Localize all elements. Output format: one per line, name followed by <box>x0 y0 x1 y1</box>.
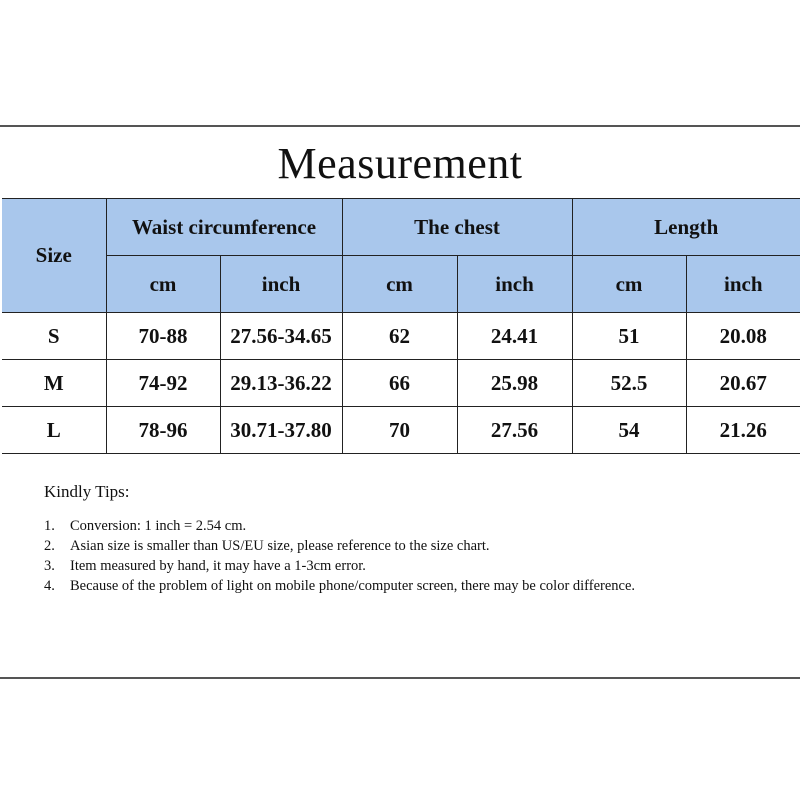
tip-text: Item measured by hand, it may have a 1-3cm error. <box>70 558 366 574</box>
table-cell: 54 <box>572 407 686 454</box>
table-cell: 78-96 <box>106 407 220 454</box>
table-cell: 27.56-34.65 <box>220 313 342 360</box>
size-cell: S <box>2 313 106 360</box>
table-cell: 70-88 <box>106 313 220 360</box>
table-cell: 21.26 <box>686 407 800 454</box>
tips-list <box>44 516 744 596</box>
group-header-length: Length <box>572 199 800 256</box>
unit-header: inch <box>220 256 342 313</box>
table-row <box>2 313 800 360</box>
unit-header: cm <box>106 256 220 313</box>
group-header-waist: Waist circumference <box>106 199 342 256</box>
tips-title: Kindly Tips: <box>44 482 130 501</box>
unit-header: inch <box>686 256 800 313</box>
table-cell: 29.13-36.22 <box>220 360 342 407</box>
table-cell: 24.41 <box>457 313 572 360</box>
list-item <box>44 576 744 596</box>
size-cell: L <box>2 407 106 454</box>
tip-text: Because of the problem of light on mobile phone/computer screen, there may be color difference. <box>70 578 636 594</box>
tip-number: 1. <box>44 518 55 534</box>
header-row-groups <box>2 199 800 256</box>
table-cell: 52.5 <box>572 360 686 407</box>
size-table <box>2 198 800 454</box>
list-item <box>44 516 744 536</box>
group-header-chest: The chest <box>342 199 572 256</box>
list-item <box>44 556 744 576</box>
unit-header: inch <box>457 256 572 313</box>
table-cell: 27.56 <box>457 407 572 454</box>
tip-text: Asian size is smaller than US/EU size, please reference to the size chart. <box>70 538 490 554</box>
unit-header: cm <box>572 256 686 313</box>
tips-section <box>44 482 744 596</box>
size-cell: M <box>2 360 106 407</box>
table-row <box>2 407 800 454</box>
list-item <box>44 536 744 556</box>
page-title: Measurement <box>277 139 523 188</box>
table-cell: 62 <box>342 313 457 360</box>
table-cell: 74-92 <box>106 360 220 407</box>
table-row <box>2 360 800 407</box>
header-row-units <box>2 256 800 313</box>
tip-number: 4. <box>44 578 55 594</box>
size-header: Size <box>2 199 106 313</box>
table-cell: 51 <box>572 313 686 360</box>
table-cell: 20.67 <box>686 360 800 407</box>
table-cell: 30.71-37.80 <box>220 407 342 454</box>
tip-text: Conversion: 1 inch = 2.54 cm. <box>70 518 247 534</box>
tip-number: 3. <box>44 558 55 574</box>
table-cell: 20.08 <box>686 313 800 360</box>
tip-number: 2. <box>44 538 55 554</box>
unit-header: cm <box>342 256 457 313</box>
table-cell: 66 <box>342 360 457 407</box>
table-cell: 70 <box>342 407 457 454</box>
table-cell: 25.98 <box>457 360 572 407</box>
